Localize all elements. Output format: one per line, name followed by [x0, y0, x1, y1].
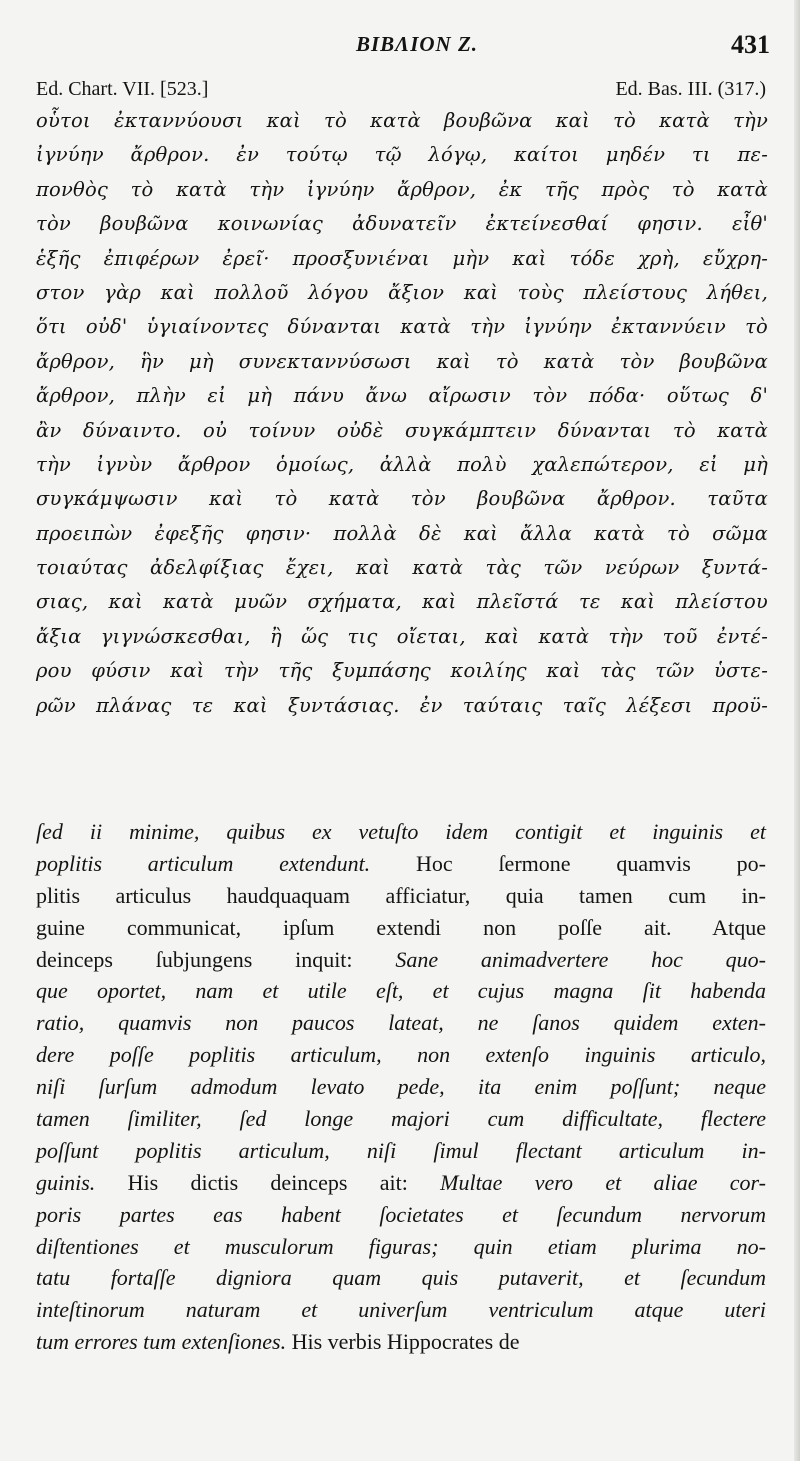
greek-text-line: συγκάμψωσιν καὶ τὸ κατὰ τὸν βουβῶνα ἄρθρον. ταῦτα — [36, 487, 768, 511]
italic-quotation-segment: ratio, quamvis non paucos lateat, ne ſanos quidem exten- — [36, 1010, 766, 1036]
greek-text-line: ρου φύσιν καὶ τὴν τῆς ξυμπάσης κοιλίης καὶ τὰς τῶν ὑστε- — [36, 659, 768, 683]
greek-text-line: ρῶν πλάνας τε καὶ ξυντάσιας. ἐν ταύταις ταῖς λέξεσι προϋ- — [36, 693, 768, 717]
greek-text-line: σιας, καὶ κατὰ μυῶν σχήματα, καὶ πλεῖστά τε καὶ πλείστου — [36, 590, 768, 614]
greek-text-line: ἰγνύην ἄρθρον. ἐν τούτῳ τῷ λόγῳ, καίτοι μηδέν τι πε- — [36, 143, 768, 167]
greek-text-line: ἂν δύναιντο. οὐ τοίνυν οὐδὲ συγκάμπτειν δύνανται τὸ κατὰ — [36, 418, 768, 442]
italic-quotation-segment: que oportet, nam et utile eſt, et cujus magna ſit habenda — [36, 978, 766, 1004]
italic-quotation-segment: tum errores tum extenſiones. — [36, 1329, 287, 1355]
greek-text-line: ἑξῆς ἐπιφέρων ἐρεῖ· προσξυνιέναι μὴν καὶ τόδε χρὴ, εὔχρη- — [36, 246, 768, 270]
latin-text-line — [36, 1199, 766, 1231]
greek-text-line: ἄξια γιγνώσκεσθαι, ἢ ὥς τις οἴεται, καὶ κατὰ τὴν τοῦ ἐντέ- — [36, 624, 768, 648]
roman-text-segment: plitis articulus haudquaquam afficiatur, quia tamen cum in- — [36, 882, 766, 908]
latin-text-line — [36, 1326, 766, 1358]
italic-quotation-segment: poris partes eas habent ſocietates et ſecundum nervorum — [36, 1201, 766, 1227]
latin-translation-block — [36, 816, 766, 1358]
greek-text-line: ἄρθρον, πλὴν εἰ μὴ πάνυ ἄνω αἴρωσιν τὸν πόδα· οὕτως δ' — [36, 384, 768, 408]
greek-text-line: στον γὰρ καὶ πολλοῦ λόγου ἄξιον καὶ τοὺς πλείστους λήθει, — [36, 280, 768, 304]
italic-quotation-segment: diſtentiones et musculorum figuras; quin etiam plurima no- — [36, 1233, 766, 1259]
italic-quotation-segment: Multae vero et aliae cor- — [440, 1169, 767, 1195]
latin-text-line — [36, 912, 766, 944]
latin-text-line — [36, 848, 766, 880]
running-title: ΒΙΒΛΙΟΝ Ζ. — [356, 32, 479, 56]
italic-quotation-segment: ſed ii minime, quibus ex vetuſto idem contigit et inguinis et — [36, 819, 766, 844]
latin-text-line — [36, 1103, 766, 1135]
italic-quotation-segment: niſi ſurſum admodum levato pede, ita enim poſſunt; neque — [36, 1074, 766, 1100]
latin-text-line — [36, 944, 766, 976]
italic-quotation-segment: poplitis articulum extendunt. — [36, 850, 371, 876]
greek-text-line: πονθὸς τὸ κατὰ τὴν ἰγνύην ἄρθρον, ἐκ τῆς πρὸς τὸ κατὰ — [36, 177, 768, 201]
italic-quotation-segment: poſſunt poplitis articulum, niſi ſimul flectant articulum in- — [36, 1137, 766, 1163]
roman-text-segment: His dictis deinceps ait: — [95, 1169, 441, 1195]
italic-quotation-segment: dere poſſe poplitis articulum, non extenſo inguinis articulo, — [36, 1042, 766, 1068]
greek-text-line: ἄρθρον, ἣν μὴ συνεκταννύσωσι καὶ τὸ κατὰ τὸν βουβῶνα — [36, 349, 768, 373]
latin-text-line — [36, 1007, 766, 1039]
roman-text-segment: guine communicat, ipſum extendi non poſſe ait. Atque — [36, 914, 766, 940]
latin-text-line — [36, 1167, 766, 1199]
greek-text-line: τὸν βουβῶνα κοινωνίας ἀδυνατεῖν ἐκτείνεσθαί φησιν. εἶθ' — [36, 212, 768, 236]
latin-text-line — [36, 1262, 766, 1294]
italic-quotation-segment: Sane animadvertere hoc quo- — [395, 946, 766, 972]
latin-text-line — [36, 1135, 766, 1167]
latin-text-line — [36, 1039, 766, 1071]
edition-reference-line — [36, 78, 766, 102]
greek-text-line: οὗτοι ἐκταννύουσι καὶ τὸ κατὰ βουβῶνα καὶ τὸ κατὰ τὴν — [36, 109, 768, 132]
latin-text-line — [36, 816, 766, 848]
roman-text-segment: His verbis Hippocrates de — [286, 1329, 520, 1355]
greek-text-line: προειπὼν ἐφεξῆς φησιν· πολλὰ δὲ καὶ ἄλλα κατὰ τὸ σῶμα — [36, 521, 768, 545]
greek-text-line: τοιαύτας ἀδελφίξιας ἔχει, καὶ κατὰ τὰς τῶν νεύρων ξυντά- — [36, 556, 768, 580]
edition-basel-reference: Ed. Bas. III. (317.) — [615, 78, 766, 100]
page-header — [36, 28, 770, 62]
latin-text-line — [36, 880, 766, 912]
greek-text-line: ὅτι οὐδ' ὑγιαίνοντες δύνανται κατὰ τὴν ἰγνύην ἐκταννύειν τὸ — [36, 315, 768, 339]
latin-text-line — [36, 1231, 766, 1263]
page-number: 431 — [731, 30, 770, 59]
italic-quotation-segment: tatu fortaſſe digniora quam quis putaverit, et ſecundum — [36, 1265, 766, 1291]
greek-text-line: τὴν ἰγνὺν ἄρθρον ὁμοίως, ἀλλὰ πολὺ χαλεπώτερον, εἰ μὴ — [36, 452, 768, 476]
italic-quotation-segment: guinis. — [36, 1169, 96, 1195]
latin-text-line — [36, 1071, 766, 1103]
roman-text-segment: deinceps ſubjungens inquit: — [36, 946, 396, 972]
italic-quotation-segment: tamen ſimiliter, ſed longe majori cum difficultate, flectere — [36, 1106, 766, 1132]
page-edge — [794, 0, 800, 1461]
roman-text-segment: Hoc ſermone quamvis po- — [370, 850, 766, 876]
greek-text-block — [36, 104, 768, 723]
latin-text-line — [36, 1294, 766, 1326]
edition-chartier-reference: Ed. Chart. VII. [523.] — [36, 78, 209, 100]
latin-text-line — [36, 975, 766, 1007]
italic-quotation-segment: inteſtinorum naturam et univerſum ventriculum atque uteri — [36, 1297, 766, 1323]
